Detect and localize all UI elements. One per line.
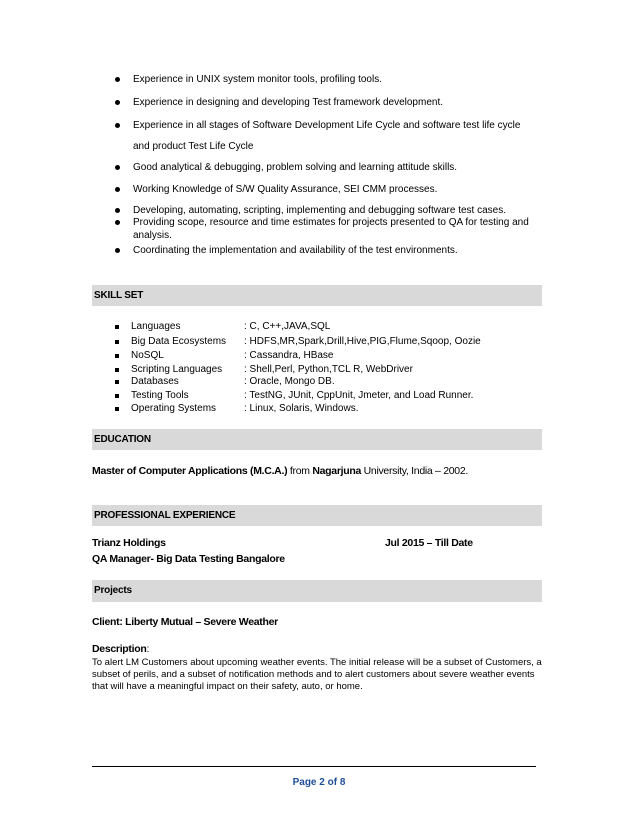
skill-name: Databases	[131, 376, 179, 387]
bullet-text: Providing scope, resource and time estimates for projects presented to QA for testing and analysis.	[133, 217, 529, 241]
bullet-text: Coordinating the implementation and availability of the test environments.	[133, 245, 458, 256]
bullet-icon	[115, 100, 120, 105]
skill-value: : HDFS,MR,Spark,Drill,Hive,PIG,Flume,Sqoop, Oozie	[244, 336, 481, 347]
description-colon: :	[146, 643, 150, 655]
education-degree: Master of Computer Applications (M.C.A.)	[92, 465, 288, 477]
square-bullet-icon	[115, 394, 119, 398]
bullet-icon	[115, 77, 120, 82]
square-bullet-icon	[115, 368, 119, 372]
experience-period: Jul 2015 – Till Date	[385, 537, 473, 549]
page-number: Page 2 of 8	[292, 777, 346, 788]
education-from: from	[287, 465, 313, 477]
skill-value: : Linux, Solaris, Windows.	[244, 403, 359, 414]
skill-value: : Oracle, Mongo DB.	[244, 376, 335, 387]
square-bullet-icon	[115, 340, 119, 344]
bullet-icon	[115, 220, 120, 225]
project-description: To alert LM Customers about upcoming weather events. The initial release will be a subset of Customers, a subset of perils, and a subset of notification methods and to alert customers about severe weather events that will have a meaningful impact on their safety, auto, or home.	[92, 657, 542, 692]
footer-divider	[92, 766, 536, 767]
square-bullet-icon	[115, 407, 119, 411]
skill-name: NoSQL	[131, 350, 164, 361]
experience-company: Trianz Holdings	[92, 537, 166, 549]
section-header-projects: Projects	[92, 580, 542, 602]
square-bullet-icon	[115, 380, 119, 384]
education-university: Nagarjuna	[312, 465, 361, 477]
bullet-icon	[115, 165, 120, 170]
bullet-icon	[115, 187, 120, 192]
bullet-icon	[115, 208, 120, 213]
skill-name: Languages	[131, 321, 181, 332]
skill-name: Big Data Ecosystems	[131, 336, 227, 347]
education-line	[92, 465, 468, 477]
bullet-text: Working Knowledge of S/W Quality Assurance, SEI CMM processes.	[133, 184, 438, 195]
bullet-text: Experience in all stages of Software Development Life Cycle and software test life cycle	[133, 120, 521, 131]
bullet-text: Experience in UNIX system monitor tools, profiling tools.	[133, 74, 382, 85]
skill-value: : Cassandra, HBase	[244, 350, 334, 361]
bullet-text: Good analytical & debugging, problem solving and learning attitude skills.	[133, 162, 458, 173]
section-header-professional-experience: PROFESSIONAL EXPERIENCE	[92, 505, 542, 526]
experience-role: QA Manager- Big Data Testing Bangalore	[92, 553, 285, 565]
section-header-education: EDUCATION	[92, 429, 542, 450]
bullet-text: Experience in designing and developing Test framework development.	[133, 97, 444, 108]
education-rest: University, India – 2002.	[361, 465, 468, 477]
skill-name: Testing Tools	[131, 390, 189, 401]
bullet-text: and product Test Life Cycle	[133, 141, 254, 152]
section-header-skill-set: SKILL SET	[92, 285, 542, 306]
square-bullet-icon	[115, 354, 119, 358]
skill-name: Operating Systems	[131, 403, 217, 414]
project-client: Client: Liberty Mutual – Severe Weather	[92, 616, 278, 628]
description-label: Description	[92, 643, 147, 655]
bullet-text: Developing, automating, scripting, implementing and debugging software test cases.	[133, 205, 506, 216]
square-bullet-icon	[115, 325, 119, 329]
bullet-icon	[115, 248, 120, 253]
skill-value: : Shell,Perl, Python,TCL R, WebDriver	[244, 364, 413, 375]
skill-value: : C, C++,JAVA,SQL	[244, 321, 331, 332]
skill-name: Scripting Languages	[131, 364, 223, 375]
description-heading	[92, 643, 149, 655]
skill-value: : TestNG, JUnit, CppUnit, Jmeter, and Load Runner.	[244, 390, 474, 401]
bullet-icon	[115, 123, 120, 128]
